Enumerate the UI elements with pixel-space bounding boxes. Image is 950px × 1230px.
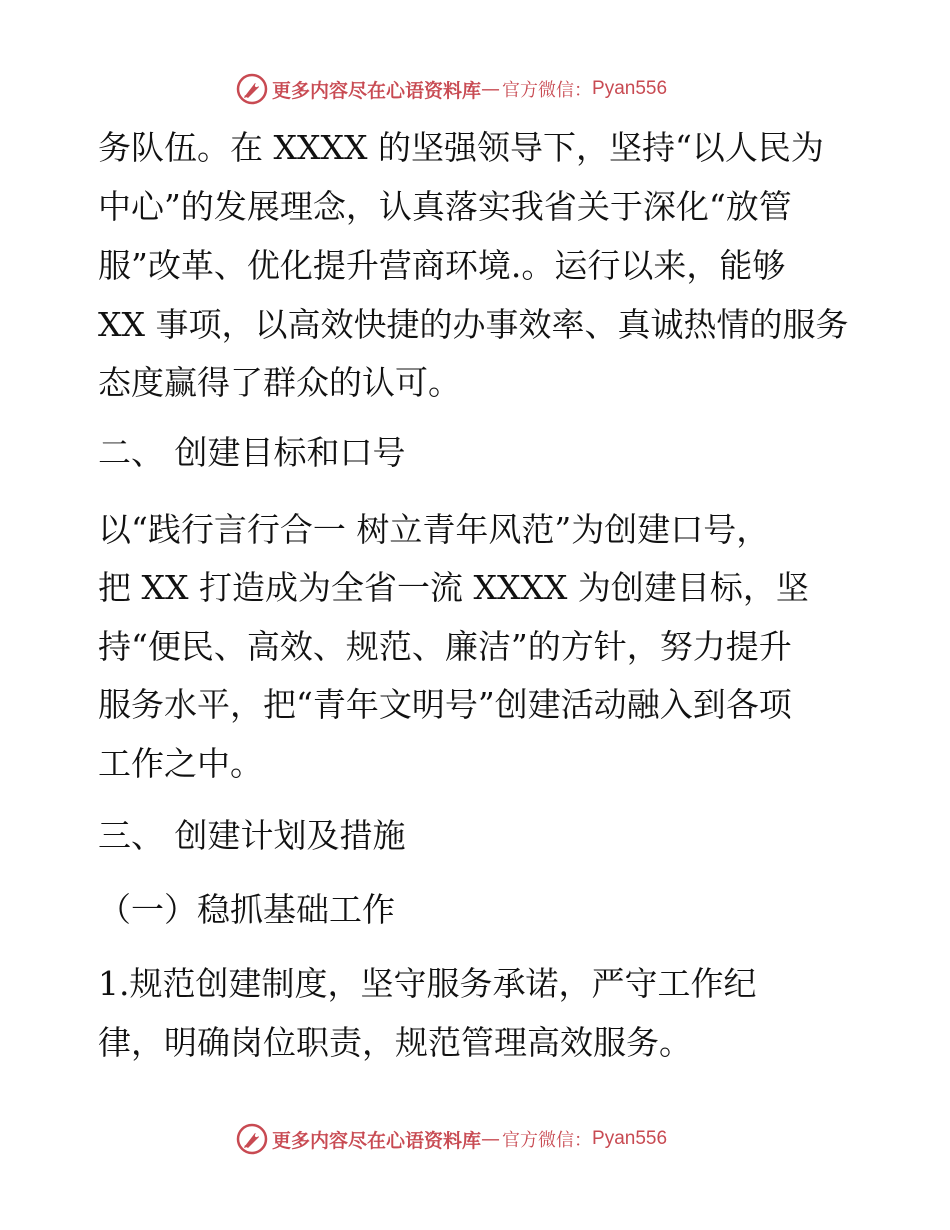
header-separator: — (481, 78, 501, 100)
footer-brand-text: 更多内容尽在心语资料库 (272, 1129, 482, 1152)
section-heading: 二、 创建目标和口号 (98, 433, 406, 472)
header-brand-text: 更多内容尽在心语资料库 (272, 79, 482, 102)
body-line: 中心”的发展理念，认真落实我省关于深化“放管 (98, 187, 792, 226)
header-banner (236, 72, 667, 106)
body-line: 工作之中。 (98, 744, 263, 783)
body-line: 服”改革、优化提升营商环境.。运行以来，能够 (98, 246, 786, 285)
section-heading: 三、 创建计划及措施 (98, 816, 406, 855)
body-line: 务队伍。在 XXXX 的坚强领导下，坚持“以人民为 (98, 128, 824, 167)
footer-wechat-label: 官方微信： (502, 1130, 593, 1151)
header-wechat-id: Pyan556 (592, 78, 668, 99)
body-line: 1.规范创建制度，坚守服务承诺，严守工作纪 (98, 964, 757, 1003)
body-line: 把 XX 打造成为全省一流 XXXX 为创建目标，坚 (98, 568, 809, 607)
body-line: 律，明确岗位职责，规范管理高效服务。 (98, 1023, 692, 1062)
pen-nib-logo-icon (236, 1123, 268, 1155)
subsection-heading: （一）稳抓基础工作 (98, 890, 395, 929)
body-line: 持“便民、高效、规范、廉洁”的方针，努力提升 (98, 627, 792, 666)
body-line: 态度赢得了群众的认可。 (98, 363, 461, 402)
footer-separator: — (481, 1128, 501, 1150)
body-line: 以“践行言行合一 树立青年风范”为创建口号， (98, 510, 770, 549)
header-wechat-label: 官方微信： (502, 80, 593, 101)
body-line: 服务水平，把“青年文明号”创建活动融入到各项 (98, 685, 792, 724)
pen-nib-logo-icon (236, 73, 268, 105)
footer-banner (236, 1122, 667, 1156)
footer-wechat-id: Pyan556 (592, 1128, 668, 1149)
body-line: XX 事项，以高效快捷的办事效率、真诚热情的服务 (98, 305, 849, 344)
